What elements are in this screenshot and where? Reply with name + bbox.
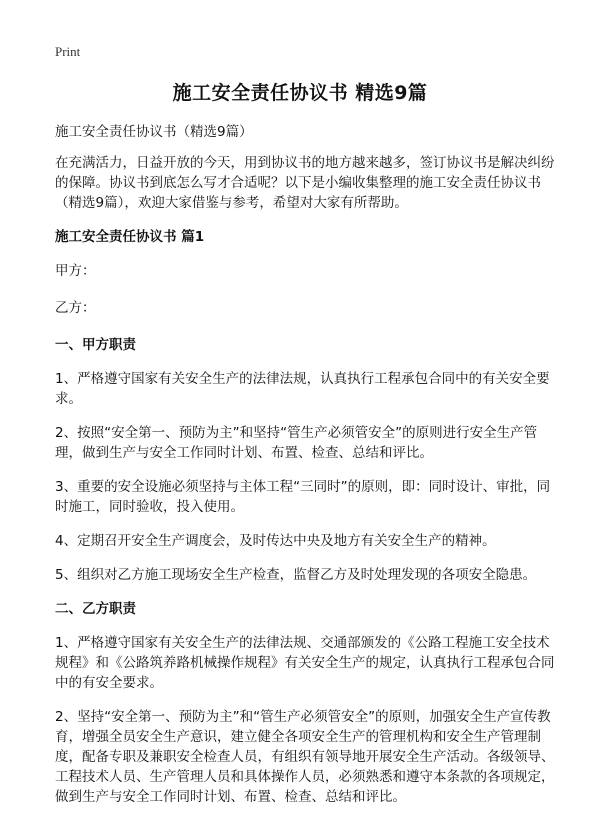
section-title: 施工安全责任协议书 篇1 <box>55 229 205 245</box>
part1-item: 3、重要的安全设施必须坚持与主体工程“三同时”的原则，即：同时设计、审批，同时施工，同时验收，投入使用。 <box>55 479 551 515</box>
part2-item: 1、严格遵守国家有关安全生产的法律法规、交通部颁发的《公路工程施工安全技术规程》和《公路筑养路机械操作规程》有关安全生产的规定，认真执行工程承包合同中的有安全要求。 <box>55 635 555 691</box>
document-title: 施工安全责任协议书 精选9篇 <box>172 82 428 104</box>
party-b-label: 乙方： <box>55 300 96 316</box>
part1-item: 2、按照“安全第一、预防为主”和坚持“管生产必须管安全”的原则进行安全生产管理，做到生产与安全工作同时计划、布置、检查、总结和评比。 <box>55 425 538 461</box>
intro-paragraph: 在充满活力，日益开放的今天，用到协议书的地方越来越多，签订协议书是解决纠纷的保障。协议书到底怎么写才合适呢？以下是小编收集整理的施工安全责任协议书（精选9篇），欢迎大家借鉴与参考，希望对大家有所帮助。 <box>55 155 555 211</box>
document-subtitle: 施工安全责任协议书（精选9篇） <box>55 124 253 140</box>
part1-item: 5、组织对乙方施工现场安全生产检查，监督乙方及时处理发现的各项安全隐患。 <box>55 567 537 583</box>
part2-item: 2、坚持“安全第一、预防为主”和“管生产必须管安全”的原则，加强安全生产宣传教育，增强全员安全生产意识，建立健全各项安全生产的管理机构和安全生产管理制度，配备专职及兼职安全检查人员，有组织有领导地开展安全生产活动。各级领导、工程技术人员、生产管理人员和具体操作人员，必须熟悉和遵守本条款的各项规定，做到生产与安全工作同时计划、布置、检查、总结和评比。 <box>55 709 555 805</box>
part2-heading: 二、乙方职责 <box>55 601 136 617</box>
party-a-label: 甲方： <box>55 263 96 279</box>
document-body <box>55 122 555 821</box>
print-link[interactable]: Print <box>55 44 81 59</box>
part1-item: 1、严格遵守国家有关安全生产的法律法规，认真执行工程承包合同中的有关安全要求。 <box>55 371 550 407</box>
part1-heading: 一、甲方职责 <box>55 337 136 353</box>
part1-item: 4、定期召开安全生产调度会，及时传达中央及地方有关安全生产的精神。 <box>55 533 496 549</box>
